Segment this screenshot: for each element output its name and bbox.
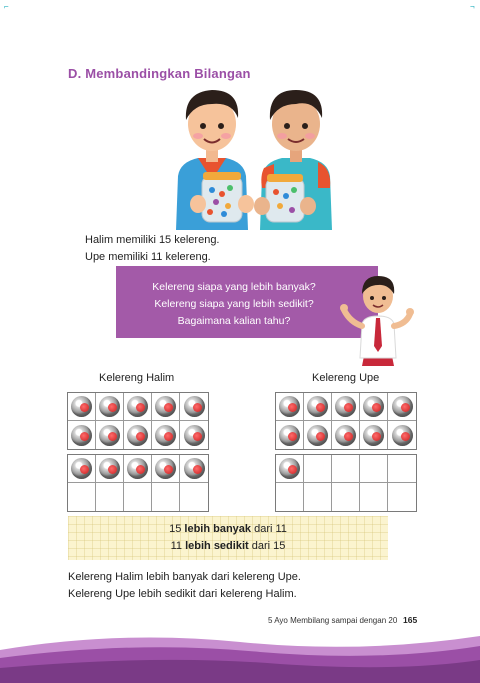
marble-icon	[127, 396, 148, 417]
marble-icon	[279, 425, 300, 446]
marble-icon	[99, 425, 120, 446]
ten-frame-cell	[124, 455, 152, 483]
ten-frame-cell	[304, 455, 332, 483]
ten-frame-cell	[68, 421, 96, 449]
ten-frame-cell	[124, 483, 152, 511]
story-line-halim: Halim memiliki 15 kelereng.	[85, 234, 220, 246]
marble-icon	[363, 396, 384, 417]
marble-icon	[392, 396, 413, 417]
marble-icon	[71, 458, 92, 479]
marble-icon	[184, 425, 205, 446]
ten-frame-cell	[180, 483, 208, 511]
ten-frame-cell	[152, 483, 180, 511]
ten-frame-cell	[124, 393, 152, 421]
ten-frame-cell	[304, 421, 332, 449]
ten-frame-cell	[276, 455, 304, 483]
crop-mark-top-left: ⌐	[4, 2, 9, 11]
ten-frame-cell	[68, 483, 96, 511]
comparison-number: 11	[170, 540, 186, 552]
comparison-box	[68, 516, 388, 560]
ten-frame-cell	[152, 421, 180, 449]
comparison-rest: dari 15	[248, 540, 286, 552]
marble-icon	[155, 425, 176, 446]
ten-frame-cell	[360, 421, 388, 449]
ten-frame-cell	[180, 421, 208, 449]
ten-frame-cell	[304, 483, 332, 511]
boy-halim-figure	[176, 90, 254, 230]
question-more: Kelereng siapa yang lebih banyak?	[152, 281, 316, 293]
ten-frame-cell	[388, 421, 416, 449]
comparison-number: 15	[169, 523, 185, 535]
ten-frame-cell	[332, 455, 360, 483]
ten-frame-cell	[360, 455, 388, 483]
story-line-upe: Upe memiliki 11 kelereng.	[85, 251, 211, 263]
conclusion-line-upe: Kelereng Upe lebih sedikit dari kelereng Halim.	[68, 588, 297, 600]
ten-frame-cell	[332, 393, 360, 421]
ten-frame-cell	[152, 455, 180, 483]
ten-frame-halim-2	[67, 454, 209, 512]
marble-icon	[127, 425, 148, 446]
boys-with-marble-jars-illustration	[168, 84, 338, 230]
marble-icon	[307, 396, 328, 417]
ten-frame-cell	[96, 421, 124, 449]
ten-frame-cell	[180, 455, 208, 483]
boy-upe-figure	[254, 90, 332, 230]
marble-icon	[335, 396, 356, 417]
comparison-line-more	[68, 521, 388, 538]
ten-frame-cell	[96, 455, 124, 483]
marble-icon	[335, 425, 356, 446]
ten-frame-cell	[388, 483, 416, 511]
ten-frame-cell	[332, 421, 360, 449]
marble-icon	[127, 458, 148, 479]
comparison-keyword-less: lebih sedikit	[185, 540, 249, 552]
marble-icon	[279, 458, 300, 479]
marble-icon	[155, 396, 176, 417]
ten-frame-upe-2	[275, 454, 417, 512]
marble-icon	[99, 458, 120, 479]
marble-icon	[307, 425, 328, 446]
ten-frame-upe-1	[275, 392, 417, 450]
story-text	[85, 232, 220, 266]
ten-frame-cell	[276, 393, 304, 421]
page-number: 165	[403, 615, 418, 625]
marble-icon	[184, 396, 205, 417]
marble-icon	[71, 396, 92, 417]
marble-icon	[279, 396, 300, 417]
marble-icon	[363, 425, 384, 446]
ten-frame-cell	[276, 421, 304, 449]
ten-frame-cell	[96, 393, 124, 421]
ten-frame-cell	[332, 483, 360, 511]
ten-frame-cell	[124, 421, 152, 449]
marble-icon	[71, 425, 92, 446]
ten-frame-halim-1	[67, 392, 209, 450]
marble-icon	[184, 458, 205, 479]
marble-icon	[155, 458, 176, 479]
label-kelereng-halim: Kelereng Halim	[99, 372, 175, 384]
section-title: D. Membandingkan Bilangan	[68, 66, 251, 81]
ten-frame-cell	[360, 393, 388, 421]
footer-wave-decoration	[0, 628, 480, 683]
comparison-keyword-more: lebih banyak	[184, 523, 252, 535]
ten-frame-cell	[152, 393, 180, 421]
ten-frame-cell	[304, 393, 332, 421]
marble-icon	[392, 425, 413, 446]
ten-frame-cell	[96, 483, 124, 511]
conclusion-line-halim: Kelereng Halim lebih banyak dari kelereng Upe.	[68, 571, 301, 583]
comparison-line-less	[68, 538, 388, 555]
ten-frame-cell	[276, 483, 304, 511]
ten-frame-cell	[360, 483, 388, 511]
comparison-rest: dari 11	[251, 523, 287, 535]
marble-icon	[99, 396, 120, 417]
ten-frame-cell	[180, 393, 208, 421]
ten-frame-cell	[68, 393, 96, 421]
label-kelereng-upe: Kelereng Upe	[312, 372, 380, 384]
ten-frame-cell	[68, 455, 96, 483]
student-pointing-illustration	[338, 272, 418, 366]
footer-chapter-title: 5 Ayo Membilang sampai dengan 20	[268, 616, 398, 625]
crop-mark-top-right: ¬	[470, 2, 475, 11]
ten-frame-cell	[388, 455, 416, 483]
question-how: Bagaimana kalian tahu?	[177, 315, 291, 327]
question-less: Kelereng siapa yang lebih sedikit?	[154, 298, 314, 310]
conclusion-text	[68, 569, 301, 603]
ten-frame-cell	[388, 393, 416, 421]
